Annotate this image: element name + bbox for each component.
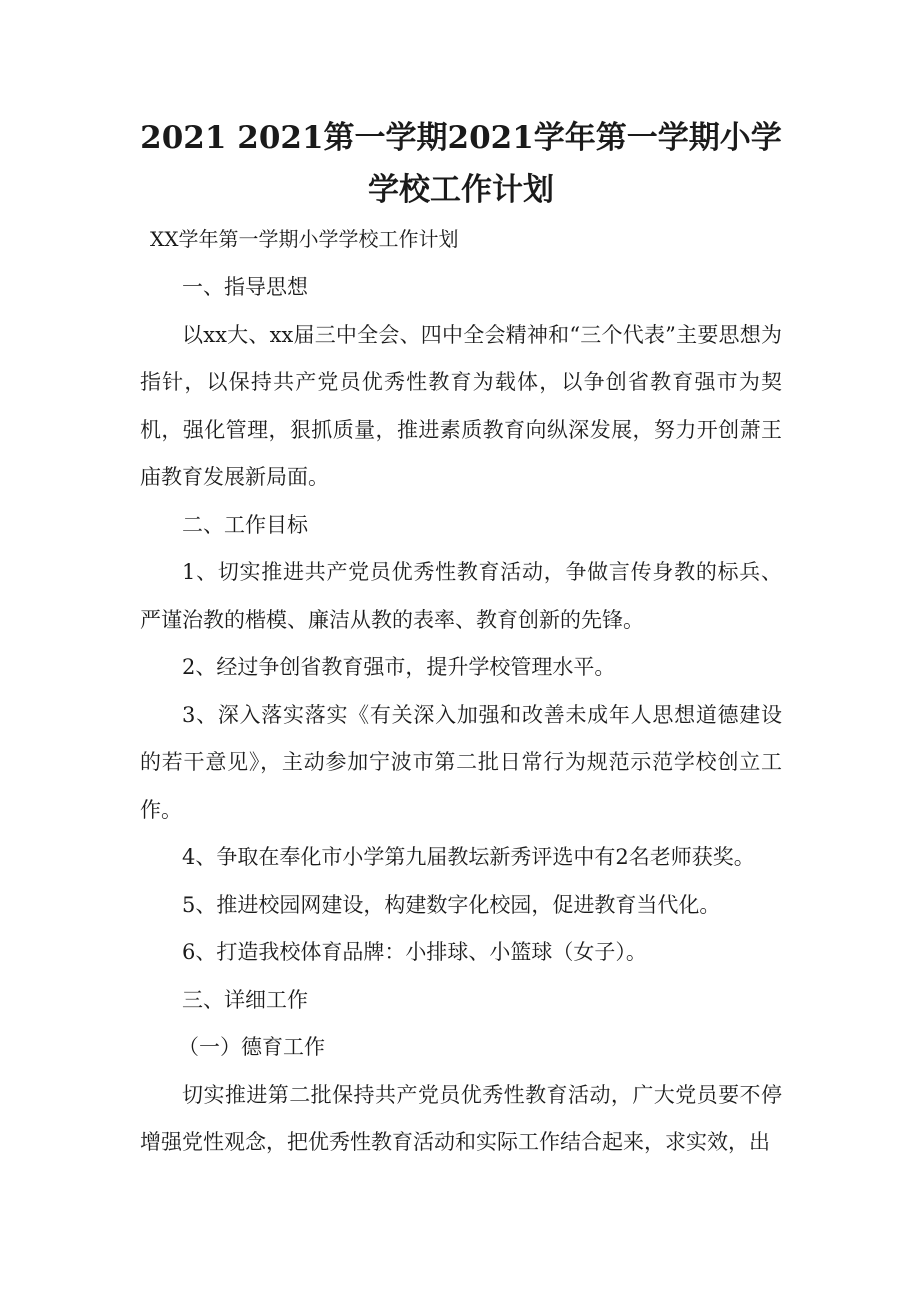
- paragraph-moral: 切实推进第二批保持共产党员优秀性教育活动，广大党员要不停增强党性观念，把优秀性教育活动和实际工作结合起来，求实效，出: [140, 1082, 782, 1154]
- goal-item-4: 4、争取在奉化市小学第九届教坛新秀评选中有2名老师获奖。: [182, 845, 755, 869]
- goal-item-6: 6、打造我校体育品牌：小排球、小篮球（女子）。: [182, 940, 647, 964]
- paragraph-guiding: 以xx大、xx届三中全会、四中全会精神和“三个代表”主要思想为指针，以保持共产党员优秀性教育为载体，以争创省教育强市为契机，强化管理，狠抓质量，推进素质教育向纵深发展，努力开创萧王庙教育发展新局面。: [140, 322, 782, 489]
- document-subtitle: XX学年第一学期小学学校工作计划: [150, 227, 459, 251]
- goal-item-1: 1、切实推进共产党员优秀性教育活动，争做言传身教的标兵、严谨治教的楷模、廉洁从教的表率、教育创新的先锋。: [140, 560, 782, 632]
- document-title: 2021 2021第一学期2021学年第一学期小学学校工作计划: [140, 120, 782, 208]
- document-page: [140, 112, 782, 1167]
- section-heading-guiding: 一、指导思想: [182, 275, 308, 299]
- section-heading-goals: 二、工作目标: [182, 512, 308, 537]
- section-heading-work: 三、详细工作: [182, 987, 308, 1012]
- goal-item-5: 5、推进校园网建设，构建数字化校园，促进教育当代化。: [182, 892, 721, 917]
- goal-item-2: 2、经过争创省教育强市，提升学校管理水平。: [182, 655, 616, 679]
- goal-item-3: 3、深入落实落实《有关深入加强和改善未成年人思想道德建设的若干意见》，主动参加宁波市第二批日常行为规范示范学校创立工作。: [140, 702, 782, 822]
- subsection-heading-moral: （一）德育工作: [178, 1035, 325, 1059]
